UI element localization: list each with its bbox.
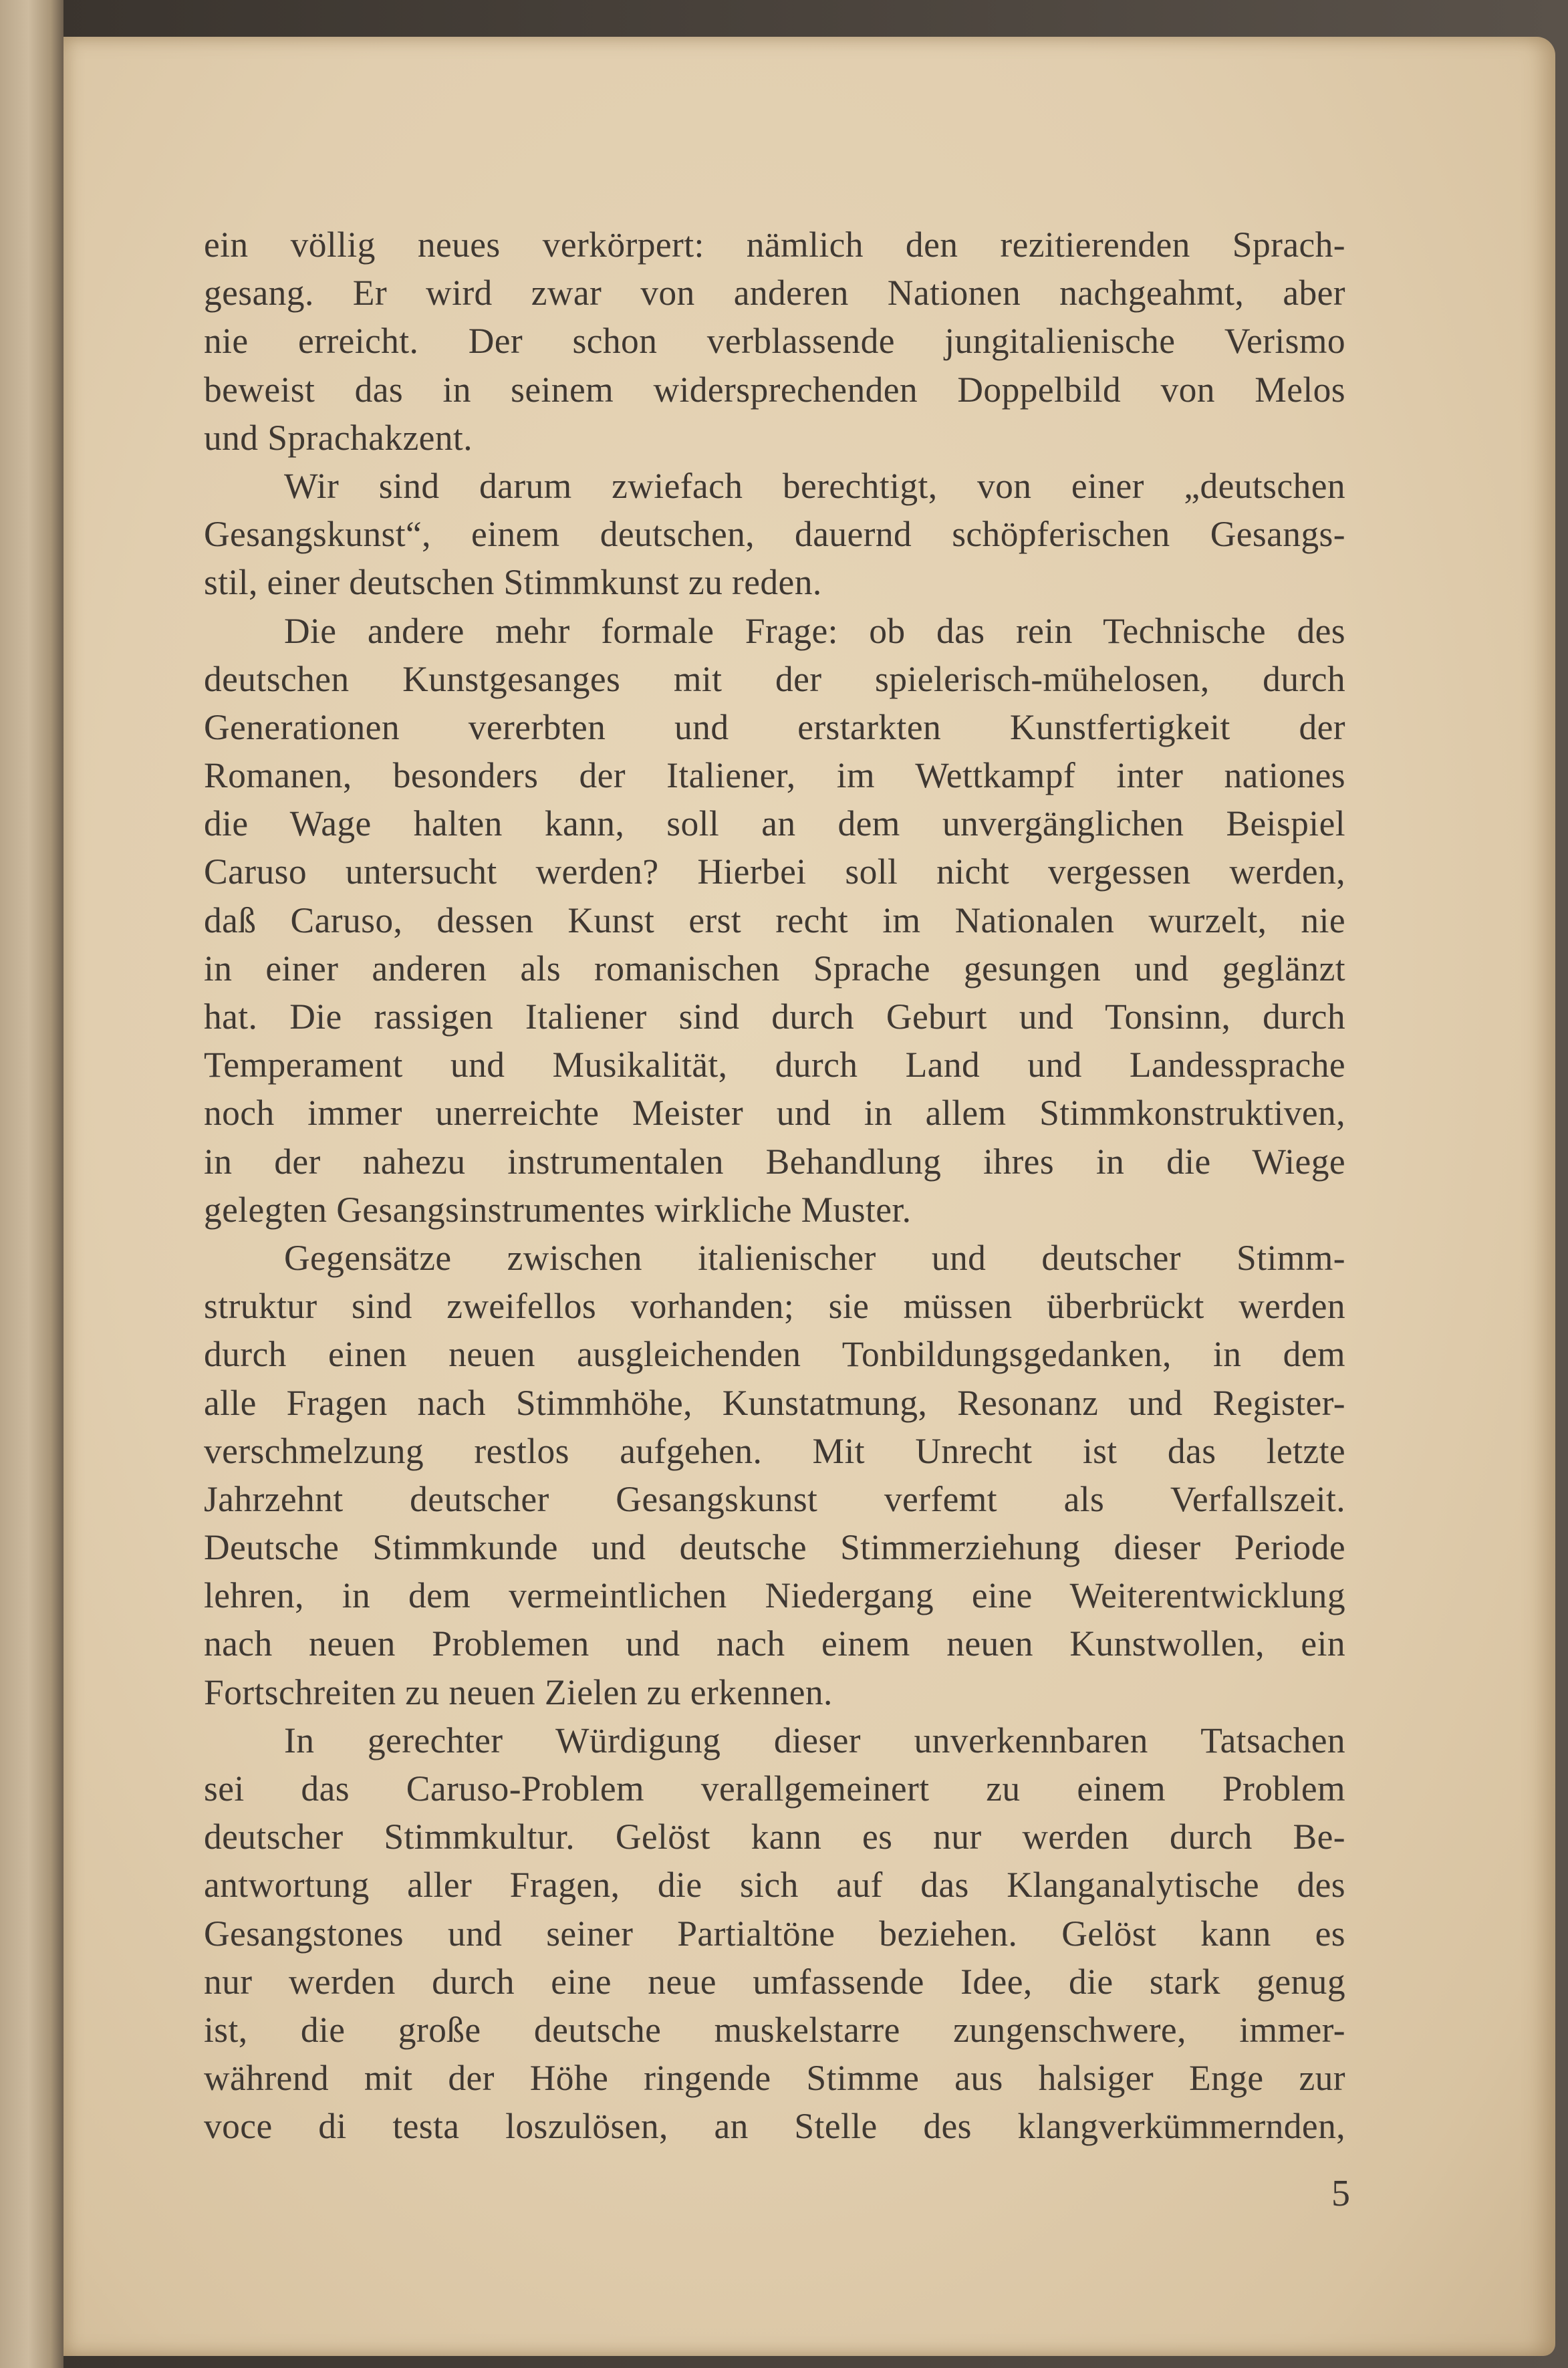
text-line: durch einen neuen ausgleichenden Tonbildungsgedanken, in dem [204,1334,1345,1375]
text-line: struktur sind zweifellos vorhanden; sie müssen überbrückt werden [204,1286,1345,1327]
text-line: Generationen vererbten und erstarkten Kunstfertigkeit der [204,706,1345,747]
text-line: Jahrzehnt deutscher Gesangskunst verfemt als Verfallszeit. [204,1478,1345,1519]
text-line: gesang. Er wird zwar von anderen Nationen nachgeahmt, aber [204,273,1345,313]
text-line: antwortung aller Fragen, die sich auf das Klanganalytische des [204,1865,1345,1905]
text-line: während mit der Höhe ringende Stimme aus halsiger Enge zur [204,2058,1345,2099]
text-line: nach neuen Problemen und nach einem neuen Kunstwollen, ein [204,1623,1345,1664]
text-line: daß Caruso, dessen Kunst erst recht im Nationalen wurzelt, nie [204,900,1345,940]
text-line: nie erreicht. Der schon verblassende jungitalienische Verismo [204,321,1345,362]
text-line: und Sprachakzent. [204,417,473,458]
text-line: alle Fragen nach Stimmhöhe, Kunstatmung, Resonanz und Register- [204,1382,1345,1423]
text-line: Wir sind darum zwiefach berechtigt, von einer „deutschen [284,465,1345,506]
text-line: Caruso untersucht werden? Hierbei soll nicht vergessen werden, [204,851,1345,892]
text-line: Fortschreiten zu neuen Zielen zu erkennen. [204,1672,833,1712]
text-line: Romanen, besonders der Italiener, im Wettkampf inter nationes [204,755,1345,796]
page-number: 5 [1331,2173,1350,2214]
text-line: Temperament und Musikalität, durch Land und Landessprache [204,1045,1345,1085]
text-line: stil, einer deutschen Stimmkunst zu reden. [204,562,822,603]
text-line: nur werden durch eine neue umfassende Idee, die stark genug [204,1961,1345,2002]
text-line: verschmelzung restlos aufgehen. Mit Unrecht ist das letzte [204,1430,1345,1471]
text-line: beweist das in seinem widersprechenden Doppelbild von Melos [204,369,1345,410]
text-line: ein völlig neues verkörpert: nämlich den rezitierenden Sprach- [204,225,1345,265]
text-line: Die andere mehr formale Frage: ob das rein Technische des [284,610,1345,651]
text-line: lehren, in dem vermeintlichen Niedergang eine Weiterentwicklung [204,1575,1345,1616]
text-line: Gegensätze zwischen italienischer und deutscher Stimm- [284,1237,1345,1278]
text-line: voce di testa loszulösen, an Stelle des klangverkümmernden, [204,2106,1345,2147]
text-line: sei das Caruso-Problem verallgemeinert zu einem Problem [204,1768,1345,1809]
text-line: in der nahezu instrumentalen Behandlung ihres in die Wiege [204,1141,1345,1182]
book-spine [0,0,63,2368]
text-line: hat. Die rassigen Italiener sind durch Geburt und Tonsinn, durch [204,997,1345,1037]
text-line: deutscher Stimmkultur. Gelöst kann es nur werden durch Be- [204,1817,1345,1857]
text-line: noch immer unerreichte Meister und in allem Stimmkonstruktiven, [204,1093,1345,1134]
text-line: gelegten Gesangsinstrumentes wirkliche Muster. [204,1189,912,1230]
text-line: die Wage halten kann, soll an dem unvergänglichen Beispiel [204,803,1345,844]
text-line: ist, die große deutsche muskelstarre zungenschwere, immer- [204,2009,1345,2050]
text-line: deutschen Kunstgesanges mit der spielerisch-mühelosen, durch [204,658,1345,699]
text-line: Gesangstones und seiner Partialtöne beziehen. Gelöst kann es [204,1913,1345,1954]
text-line: Deutsche Stimmkunde und deutsche Stimmerziehung dieser Periode [204,1527,1345,1568]
text-line: Gesangskunst“, einem deutschen, dauernd schöpferischen Gesangs- [204,514,1345,555]
text-line: In gerechter Würdigung dieser unverkennbaren Tatsachen [284,1720,1345,1760]
page-text [204,221,1345,2151]
text-line: in einer anderen als romanischen Sprache gesungen und geglänzt [204,948,1345,989]
